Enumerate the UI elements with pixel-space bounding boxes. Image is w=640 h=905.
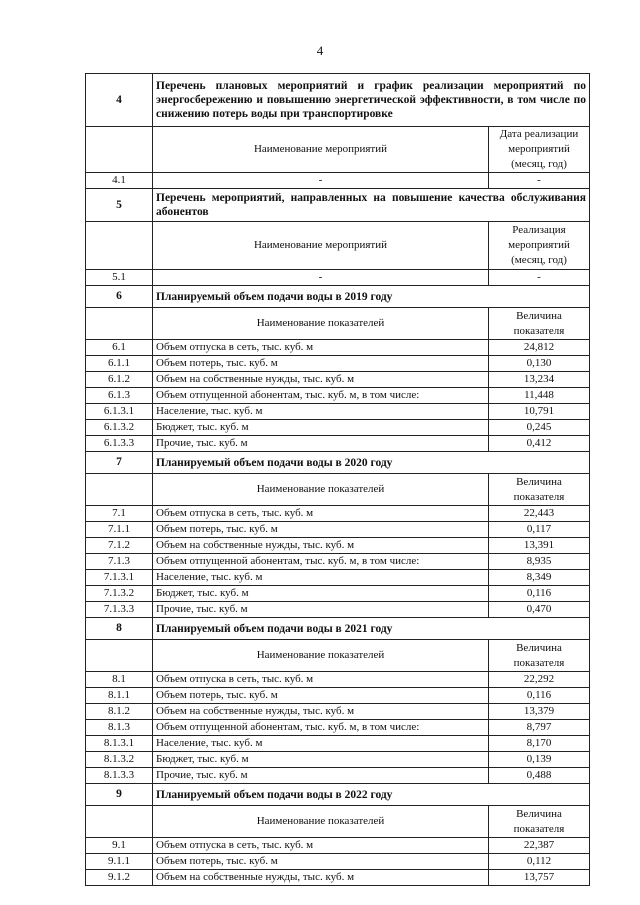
section-4-header-row — [86, 127, 590, 173]
row-name: Население, тыс. куб. м — [153, 404, 489, 420]
section-title: Планируемый объем подачи воды в 2022 году — [153, 784, 590, 806]
row-name: Население, тыс. куб. м — [153, 570, 489, 586]
row-name: Бюджет, тыс. куб. м — [153, 586, 489, 602]
row-name: Прочие, тыс. куб. м — [153, 436, 489, 452]
row-name: Бюджет, тыс. куб. м — [153, 752, 489, 768]
section-title: Планируемый объем подачи воды в 2021 году — [153, 618, 590, 640]
row-name: - — [153, 270, 489, 286]
row-name: Объем на собственные нужды, тыс. куб. м — [153, 870, 489, 886]
table-row — [86, 522, 590, 538]
table-row — [86, 752, 590, 768]
row-number: 5.1 — [86, 270, 153, 286]
row-value: 0,116 — [489, 688, 590, 704]
row-name: Население, тыс. куб. м — [153, 736, 489, 752]
table-row — [86, 586, 590, 602]
column-header-name: Наименование мероприятий — [153, 222, 489, 270]
row-number: 6.1.1 — [86, 356, 153, 372]
table-row — [86, 506, 590, 522]
plan-table — [85, 73, 590, 886]
row-value: 24,812 — [489, 340, 590, 356]
table-row — [86, 720, 590, 736]
row-name: Бюджет, тыс. куб. м — [153, 420, 489, 436]
column-header-value: Величина показателя — [489, 640, 590, 672]
row-number: 6.1.3.2 — [86, 420, 153, 436]
row-number: 6.1.3 — [86, 388, 153, 404]
row-value: 8,170 — [489, 736, 590, 752]
row-name: Объем потерь, тыс. куб. м — [153, 688, 489, 704]
section-5-title-row — [86, 189, 590, 222]
table-row — [86, 602, 590, 618]
row-number: 6.1 — [86, 340, 153, 356]
row-name: - — [153, 173, 489, 189]
row-name: Объем на собственные нужды, тыс. куб. м — [153, 372, 489, 388]
row-number: 8.1.3 — [86, 720, 153, 736]
empty-cell — [86, 806, 153, 838]
page-number: 4 — [316, 43, 324, 58]
empty-cell — [86, 640, 153, 672]
row-value: 13,391 — [489, 538, 590, 554]
row-number: 7.1.3.2 — [86, 586, 153, 602]
section-header-row — [86, 308, 590, 340]
column-header-value: Величина показателя — [489, 308, 590, 340]
row-name: Объем на собственные нужды, тыс. куб. м — [153, 704, 489, 720]
column-header-name: Наименование мероприятий — [153, 127, 489, 173]
table-row — [86, 372, 590, 388]
column-header-date: Дата реализации мероприятий (месяц, год) — [489, 127, 590, 173]
row-name: Объем потерь, тыс. куб. м — [153, 854, 489, 870]
section-number: 8 — [86, 618, 153, 640]
column-header-value: Величина показателя — [489, 474, 590, 506]
section-title: Перечень плановых мероприятий и график реализации мероприятий по энергосбережению и повышению энергетической эффективности, в том числе по снижению потерь воды при транспортировке — [153, 74, 590, 127]
row-number: 7.1 — [86, 506, 153, 522]
row-value: 0,112 — [489, 854, 590, 870]
row-number: 8.1.3.3 — [86, 768, 153, 784]
row-value: 13,757 — [489, 870, 590, 886]
row-value: 13,379 — [489, 704, 590, 720]
row-number: 9.1 — [86, 838, 153, 854]
table-row — [86, 838, 590, 854]
section-title: Планируемый объем подачи воды в 2019 году — [153, 286, 590, 308]
row-number: 8.1.3.1 — [86, 736, 153, 752]
row-value: 0,470 — [489, 602, 590, 618]
row-number: 6.1.3.1 — [86, 404, 153, 420]
section-header-row — [86, 474, 590, 506]
row-value: 0,116 — [489, 586, 590, 602]
section-header-row — [86, 806, 590, 838]
row-value: 22,292 — [489, 672, 590, 688]
row-name: Объем отпуска в сеть, тыс. куб. м — [153, 838, 489, 854]
row-value: 22,443 — [489, 506, 590, 522]
table-row — [86, 388, 590, 404]
section-header-row — [86, 640, 590, 672]
empty-cell — [86, 308, 153, 340]
row-number: 8.1.3.2 — [86, 752, 153, 768]
section-title-row — [86, 286, 590, 308]
row-value: 0,412 — [489, 436, 590, 452]
section-5-header-row — [86, 222, 590, 270]
row-name: Объем отпущенной абонентам, тыс. куб. м, в том числе: — [153, 554, 489, 570]
row-value: 10,791 — [489, 404, 590, 420]
row-value: 0,130 — [489, 356, 590, 372]
row-number: 7.1.1 — [86, 522, 153, 538]
section-number: 4 — [86, 74, 153, 127]
section-title: Перечень мероприятий, направленных на повышение качества обслуживания абонентов — [153, 189, 590, 222]
table-row — [86, 554, 590, 570]
row-name: Объем отпущенной абонентам, тыс. куб. м, в том числе: — [153, 388, 489, 404]
empty-cell — [86, 474, 153, 506]
table-row — [86, 436, 590, 452]
row-name: Объем отпуска в сеть, тыс. куб. м — [153, 506, 489, 522]
table-row — [86, 356, 590, 372]
column-header-indicator: Наименование показателей — [153, 640, 489, 672]
section-number: 6 — [86, 286, 153, 308]
row-value: 22,387 — [489, 838, 590, 854]
table-row — [86, 173, 590, 189]
row-number: 7.1.3 — [86, 554, 153, 570]
row-name: Объем на собственные нужды, тыс. куб. м — [153, 538, 489, 554]
row-value: 0,139 — [489, 752, 590, 768]
row-value: 0,488 — [489, 768, 590, 784]
row-value: 8,349 — [489, 570, 590, 586]
table-row — [86, 768, 590, 784]
table-row — [86, 736, 590, 752]
section-4-title-row — [86, 74, 590, 127]
row-value: 0,245 — [489, 420, 590, 436]
row-name: Объем отпуска в сеть, тыс. куб. м — [153, 672, 489, 688]
row-name: Объем отпуска в сеть, тыс. куб. м — [153, 340, 489, 356]
row-value: - — [489, 270, 590, 286]
row-value: - — [489, 173, 590, 189]
row-value: 8,935 — [489, 554, 590, 570]
column-header-indicator: Наименование показателей — [153, 806, 489, 838]
row-number: 9.1.2 — [86, 870, 153, 886]
row-value: 0,117 — [489, 522, 590, 538]
section-number: 5 — [86, 189, 153, 222]
table-row — [86, 570, 590, 586]
row-number: 9.1.1 — [86, 854, 153, 870]
row-number: 6.1.2 — [86, 372, 153, 388]
row-name: Объем потерь, тыс. куб. м — [153, 356, 489, 372]
section-title-row — [86, 784, 590, 806]
section-number: 9 — [86, 784, 153, 806]
table-row — [86, 688, 590, 704]
column-header-value: Величина показателя — [489, 806, 590, 838]
section-title: Планируемый объем подачи воды в 2020 году — [153, 452, 590, 474]
table-row — [86, 854, 590, 870]
section-title-row — [86, 452, 590, 474]
table-row — [86, 270, 590, 286]
empty-cell — [86, 222, 153, 270]
row-name: Объем отпущенной абонентам, тыс. куб. м, в том числе: — [153, 720, 489, 736]
table-row — [86, 404, 590, 420]
row-name: Прочие, тыс. куб. м — [153, 768, 489, 784]
row-number: 8.1.2 — [86, 704, 153, 720]
table-row — [86, 672, 590, 688]
row-name: Объем потерь, тыс. куб. м — [153, 522, 489, 538]
table-row — [86, 420, 590, 436]
row-number: 7.1.3.1 — [86, 570, 153, 586]
empty-cell — [86, 127, 153, 173]
row-number: 7.1.2 — [86, 538, 153, 554]
row-number: 8.1.1 — [86, 688, 153, 704]
section-number: 7 — [86, 452, 153, 474]
table-row — [86, 538, 590, 554]
row-name: Прочие, тыс. куб. м — [153, 602, 489, 618]
row-number: 7.1.3.3 — [86, 602, 153, 618]
column-header-date: Реализация мероприятий (месяц, год) — [489, 222, 590, 270]
row-number: 6.1.3.3 — [86, 436, 153, 452]
row-value: 13,234 — [489, 372, 590, 388]
column-header-indicator: Наименование показателей — [153, 474, 489, 506]
row-number: 4.1 — [86, 173, 153, 189]
table-row — [86, 340, 590, 356]
section-title-row — [86, 618, 590, 640]
row-value: 8,797 — [489, 720, 590, 736]
table-row — [86, 870, 590, 886]
row-number: 8.1 — [86, 672, 153, 688]
column-header-indicator: Наименование показателей — [153, 308, 489, 340]
row-value: 11,448 — [489, 388, 590, 404]
table-row — [86, 704, 590, 720]
